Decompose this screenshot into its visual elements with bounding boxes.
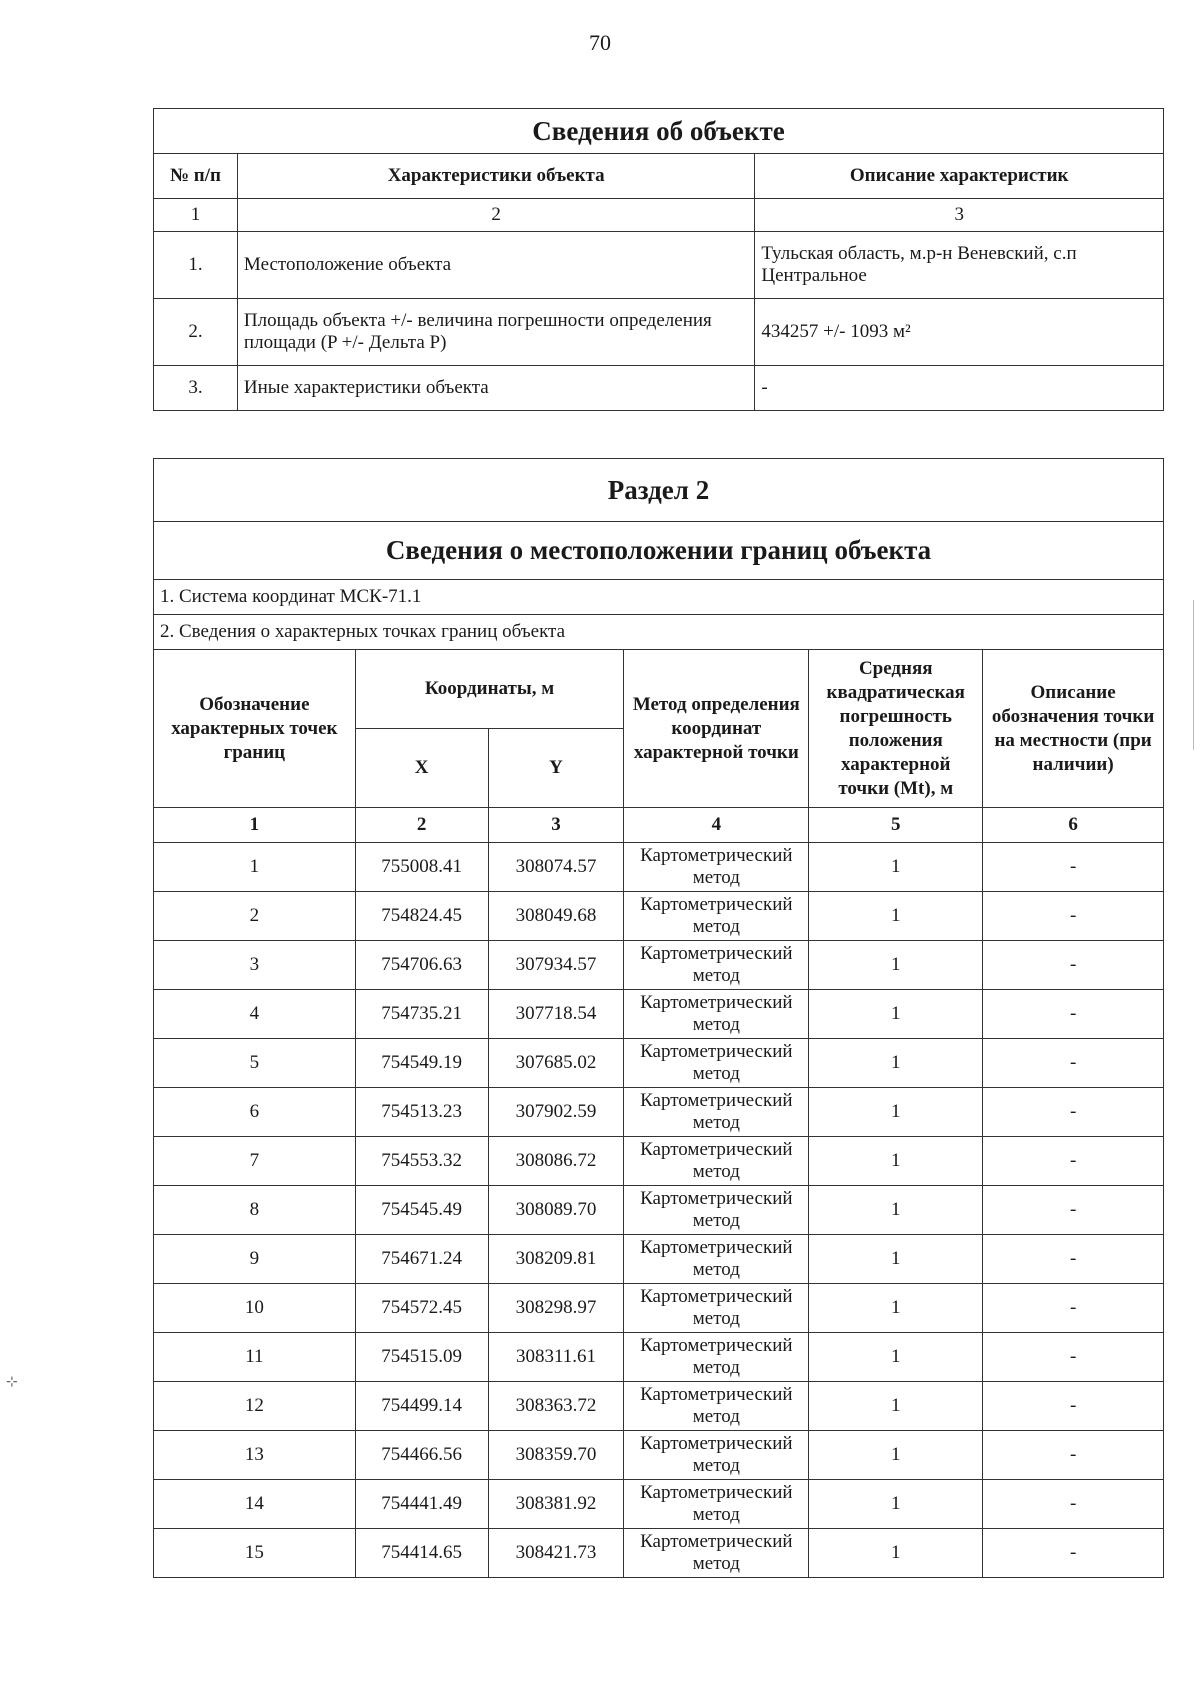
section-subtitle: Сведения о местоположении границ объекта [154,522,1164,580]
header-error: Средняя квадратическая погрешность положения характерной точки (Mt), м [809,650,983,808]
point-number: 14 [154,1480,356,1529]
point-x: 754549.19 [355,1039,488,1088]
point-y: 307718.54 [488,990,624,1039]
header-designation: Обозначение характерных точек границ [154,650,356,808]
point-mt: 1 [809,1284,983,1333]
point-description: - [983,1431,1164,1480]
point-method: Картометрический метод [624,843,809,892]
point-description: - [983,1333,1164,1382]
point-description: - [983,1235,1164,1284]
row-index: 2. [154,299,238,366]
table-row [154,843,1164,892]
points-body [154,843,1164,1578]
row-value: Тульская область, м.р-н Веневский, с.п Центральное [755,232,1164,299]
point-y: 307685.02 [488,1039,624,1088]
point-number: 9 [154,1235,356,1284]
table-row [154,1529,1164,1578]
header-description: Описание характеристик [755,154,1164,199]
point-y: 308381.92 [488,1480,624,1529]
point-mt: 1 [809,1480,983,1529]
point-method: Картометрический метод [624,1235,809,1284]
column-number: 4 [624,808,809,843]
point-x: 754414.65 [355,1529,488,1578]
point-description: - [983,843,1164,892]
table-row [154,1284,1164,1333]
point-y: 308421.73 [488,1529,624,1578]
point-method: Картометрический метод [624,1431,809,1480]
column-number: 1 [154,808,356,843]
point-mt: 1 [809,1186,983,1235]
table-row [154,1137,1164,1186]
header-index: № п/п [154,154,238,199]
point-x: 754545.49 [355,1186,488,1235]
table-row [154,232,1164,299]
margin-mark: ⊹ [6,1375,18,1390]
section-title: Раздел 2 [154,459,1164,522]
table-row [154,1088,1164,1137]
point-description: - [983,941,1164,990]
point-y: 308359.70 [488,1431,624,1480]
point-mt: 1 [809,1529,983,1578]
point-method: Картометрический метод [624,1088,809,1137]
point-x: 754824.45 [355,892,488,941]
point-method: Картометрический метод [624,1186,809,1235]
object-info-title: Сведения об объекте [154,109,1164,154]
point-mt: 1 [809,941,983,990]
point-mt: 1 [809,1088,983,1137]
point-description: - [983,1284,1164,1333]
point-y: 308086.72 [488,1137,624,1186]
point-y: 308049.68 [488,892,624,941]
point-number: 15 [154,1529,356,1578]
point-method: Картометрический метод [624,1137,809,1186]
coordinate-system: 1. Система координат МСК-71.1 [154,580,1164,615]
table-row [154,1235,1164,1284]
row-characteristic: Местоположение объекта [237,232,754,299]
point-number: 10 [154,1284,356,1333]
point-number: 5 [154,1039,356,1088]
point-x: 754513.23 [355,1088,488,1137]
point-method: Картометрический метод [624,1382,809,1431]
point-description: - [983,1529,1164,1578]
point-mt: 1 [809,1137,983,1186]
point-method: Картометрический метод [624,990,809,1039]
point-mt: 1 [809,1235,983,1284]
row-index: 1. [154,232,238,299]
point-y: 308074.57 [488,843,624,892]
object-info-table [153,108,1164,411]
point-x: 754499.14 [355,1382,488,1431]
column-number: 1 [154,199,238,232]
point-number: 8 [154,1186,356,1235]
column-number: 6 [983,808,1164,843]
point-mt: 1 [809,892,983,941]
table-row [154,366,1164,411]
points-caption: 2. Сведения о характерных точках границ объекта [154,615,1164,650]
point-number: 7 [154,1137,356,1186]
row-value: - [755,366,1164,411]
point-description: - [983,1480,1164,1529]
header-x: X [355,729,488,808]
point-description: - [983,990,1164,1039]
column-number: 5 [809,808,983,843]
point-description: - [983,1137,1164,1186]
point-number: 13 [154,1431,356,1480]
point-x: 754671.24 [355,1235,488,1284]
scan-edge-line [1193,600,1194,750]
row-characteristic: Площадь объекта +/- величина погрешности определения площади (P +/- Дельта P) [237,299,754,366]
point-x: 754466.56 [355,1431,488,1480]
point-x: 754572.45 [355,1284,488,1333]
point-method: Картометрический метод [624,1284,809,1333]
point-y: 308089.70 [488,1186,624,1235]
table-row [154,299,1164,366]
table-row [154,1186,1164,1235]
row-value: 434257 +/- 1093 м² [755,299,1164,366]
column-number: 3 [488,808,624,843]
point-y: 308311.61 [488,1333,624,1382]
table-row [154,1333,1164,1382]
point-method: Картометрический метод [624,1333,809,1382]
header-characteristics: Характеристики объекта [237,154,754,199]
table-row [154,941,1164,990]
point-description: - [983,1186,1164,1235]
column-number: 2 [237,199,754,232]
point-description: - [983,1039,1164,1088]
row-index: 3. [154,366,238,411]
point-x: 754706.63 [355,941,488,990]
header-y: Y [488,729,624,808]
point-x: 755008.41 [355,843,488,892]
page-number: 70 [589,30,611,55]
point-method: Картометрический метод [624,1529,809,1578]
point-method: Картометрический метод [624,941,809,990]
point-number: 6 [154,1088,356,1137]
point-mt: 1 [809,1431,983,1480]
point-number: 4 [154,990,356,1039]
point-method: Картометрический метод [624,1480,809,1529]
row-characteristic: Иные характеристики объекта [237,366,754,411]
point-y: 308209.81 [488,1235,624,1284]
column-number: 2 [355,808,488,843]
point-number: 11 [154,1333,356,1382]
table-row [154,990,1164,1039]
table-row [154,1431,1164,1480]
table-row [154,1480,1164,1529]
boundary-points-table [153,458,1164,1578]
point-number: 1 [154,843,356,892]
point-y: 308363.72 [488,1382,624,1431]
point-y: 308298.97 [488,1284,624,1333]
point-description: - [983,1382,1164,1431]
column-number: 3 [755,199,1164,232]
point-mt: 1 [809,990,983,1039]
table-row [154,1382,1164,1431]
point-mt: 1 [809,1039,983,1088]
point-y: 307934.57 [488,941,624,990]
point-number: 2 [154,892,356,941]
point-mt: 1 [809,843,983,892]
table-row [154,892,1164,941]
point-number: 3 [154,941,356,990]
point-description: - [983,1088,1164,1137]
point-x: 754441.49 [355,1480,488,1529]
point-number: 12 [154,1382,356,1431]
table-row [154,1039,1164,1088]
header-point-description: Описание обозначения точки на местности (при наличии) [983,650,1164,808]
point-y: 307902.59 [488,1088,624,1137]
point-x: 754735.21 [355,990,488,1039]
header-method: Метод определения координат характерной точки [624,650,809,808]
header-coordinates: Координаты, м [355,650,624,729]
point-x: 754515.09 [355,1333,488,1382]
point-method: Картометрический метод [624,1039,809,1088]
point-x: 754553.32 [355,1137,488,1186]
point-description: - [983,892,1164,941]
point-method: Картометрический метод [624,892,809,941]
point-mt: 1 [809,1333,983,1382]
point-mt: 1 [809,1382,983,1431]
